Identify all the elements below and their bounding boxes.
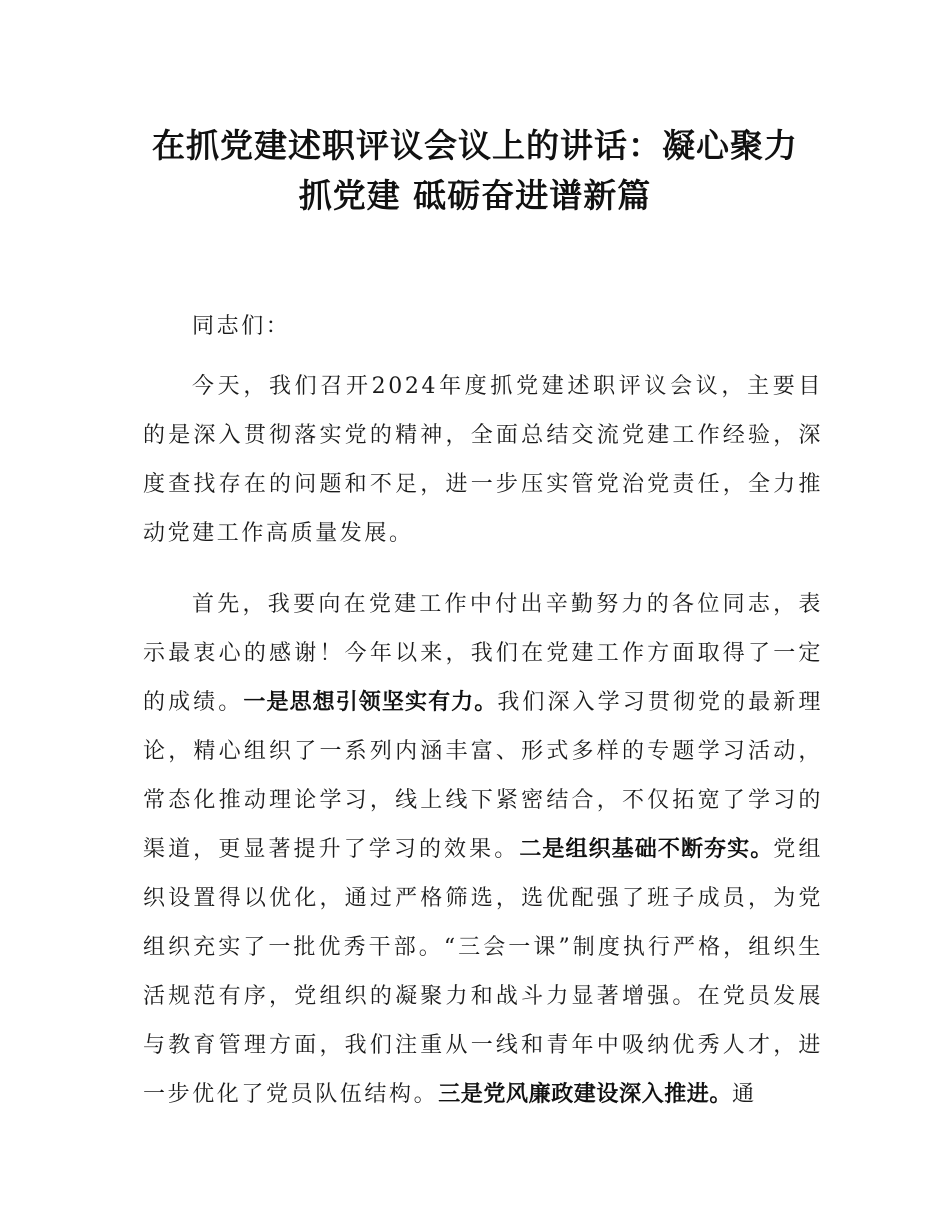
document-title-line-1: 在抓党建述职评议会议上的讲话：凝心聚力 <box>152 126 798 165</box>
paragraph-opening: 今天，我们召开2024年度抓党建述职评议会议，主要目的是深入贯彻落实党的精神，全面总结交流党建工作经验，深度查找存在的问题和不足，进一步压实管党治党责任，全力推动党建工作高质量发展。 <box>143 374 823 546</box>
point-3-heading: 三是党风廉政建设深入推进。 <box>438 1082 733 1107</box>
document-title-line-2: 抓党建 砥砺奋进谱新篇 <box>298 176 652 215</box>
point-1-heading: 一是思想引领坚实有力。 <box>243 690 498 715</box>
paragraph-intro-text: 首先，我要向在党建工作中付出辛勤努力的各位同志，表示最衷心的感谢！今年以来，我们在党建工作方面取得了一定的成绩。 <box>143 592 823 715</box>
point-3-text: 通 <box>732 1082 757 1107</box>
paragraph-achievements <box>143 580 823 1119</box>
greeting: 同志们： <box>192 314 291 339</box>
point-1-text: 我们深入学习贯彻党的最新理论，精心组织了一系列内涵丰富、形式多样的专题学习活动，常态化推动理论学习，线上线下紧密结合，不仅拓宽了学习的渠道，更显著提升了学习的效果。 <box>143 690 823 862</box>
point-2-heading: 二是组织基础不断夯实。 <box>519 837 774 862</box>
point-2-text: 党组织设置得以优化，通过严格筛选，选优配强了班子成员，为党组织充实了一批优秀干部。“三会一课”制度执行严格，组织生活规范有序，党组织的凝聚力和战斗力显著增强。在党员发展与教育管理方面，我们注重从一线和青年中吸纳优秀人才，进一步优化了党员队伍结构。 <box>143 837 823 1107</box>
